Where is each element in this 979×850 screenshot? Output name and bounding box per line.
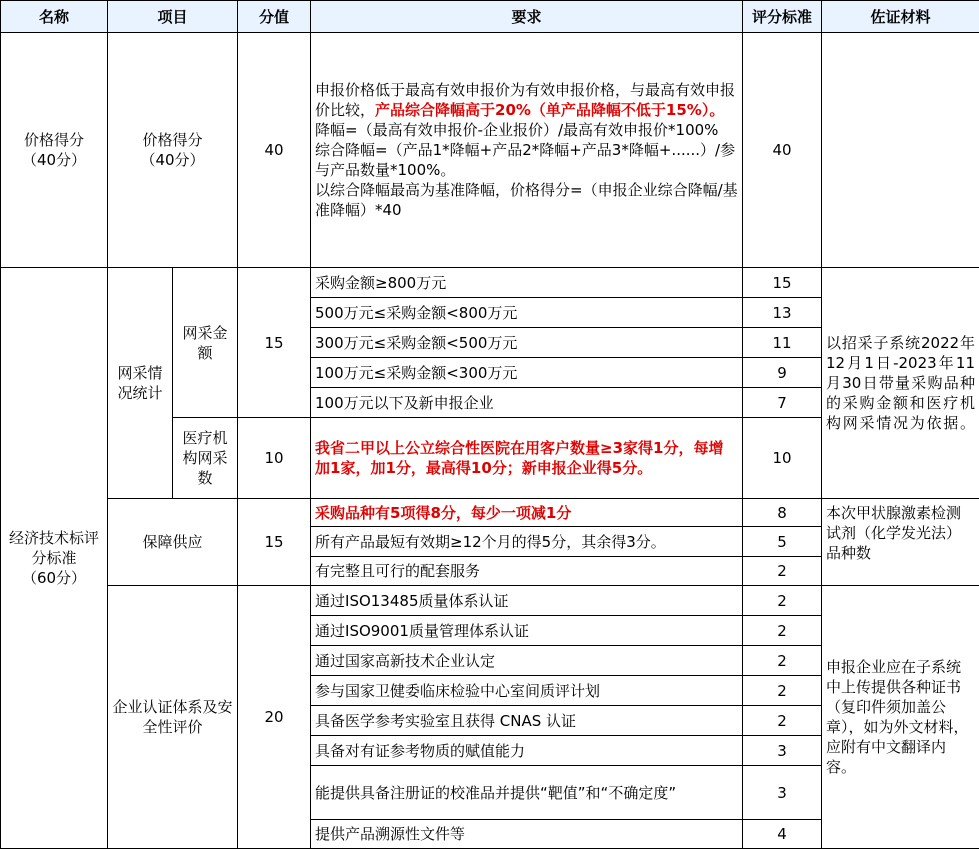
amount-req-1: 500万元≤采购金额<800万元 bbox=[311, 298, 743, 328]
medical-label: 医疗机构网采数 bbox=[173, 418, 238, 499]
price-standard: 40 bbox=[743, 33, 822, 268]
cert-req-6: 能提供具备注册证的校准品并提供“靶值”和“不确定度” bbox=[311, 766, 743, 820]
table-row bbox=[1, 268, 979, 298]
supply-std-2: 2 bbox=[743, 557, 822, 586]
cert-std-0: 2 bbox=[743, 586, 822, 616]
wangcai-amount-score: 15 bbox=[238, 268, 311, 418]
price-score: 40 bbox=[238, 33, 311, 268]
cert-std-4: 2 bbox=[743, 706, 822, 736]
cert-std-3: 2 bbox=[743, 676, 822, 706]
econ-name: 经济技术标评分标准 （60分） bbox=[1, 268, 108, 849]
amount-std-1: 13 bbox=[743, 298, 822, 328]
price-row bbox=[1, 33, 979, 268]
cert-req-2: 通过国家高新技术企业认定 bbox=[311, 646, 743, 676]
supply-std-0: 8 bbox=[743, 499, 822, 527]
cert-score: 20 bbox=[238, 586, 311, 849]
cert-std-2: 2 bbox=[743, 646, 822, 676]
amount-req-3: 100万元≤采购金额<300万元 bbox=[311, 358, 743, 388]
price-req-highlight: 产品综合降幅高于20%（单产品降幅不低于15%）。 bbox=[375, 101, 725, 119]
price-req-line3: 综合降幅=（产品1*降幅+产品2*降幅+产品3*降幅+......）/参与产品数量*100%。 bbox=[315, 141, 736, 179]
cert-req-0: 通过ISO13485质量体系认证 bbox=[311, 586, 743, 616]
price-req-line4: 以综合降幅最高为基准降幅，价格得分=（申报企业综合降幅/基准降幅）*40 bbox=[315, 181, 738, 219]
price-name: 价格得分 （40分） bbox=[1, 33, 108, 268]
table-row bbox=[1, 499, 979, 527]
amount-req-4: 100万元以下及新申报企业 bbox=[311, 388, 743, 418]
price-req-line1: 申报价格低于最高有效申报价为有效申报价格，与最高有效申报价比较， bbox=[315, 81, 736, 119]
header-row bbox=[1, 1, 979, 33]
amount-std-4: 7 bbox=[743, 388, 822, 418]
header-standard: 评分标准 bbox=[743, 1, 822, 33]
header-score: 分值 bbox=[238, 1, 311, 33]
amount-std-2: 11 bbox=[743, 328, 822, 358]
header-item: 项目 bbox=[108, 1, 238, 33]
supply-evidence: 本次甲状腺激素检测试剂（化学发光法）品种数 bbox=[822, 499, 979, 586]
medical-standard: 10 bbox=[743, 418, 822, 499]
cert-req-7: 提供产品溯源性文件等 bbox=[311, 820, 743, 849]
medical-score: 10 bbox=[238, 418, 311, 499]
supply-req-1: 所有产品最短有效期≥12个月的得5分，其余得3分。 bbox=[311, 527, 743, 557]
header-requirement: 要求 bbox=[311, 1, 743, 33]
supply-label: 保障供应 bbox=[108, 499, 238, 586]
cert-label: 企业认证体系及安全性评价 bbox=[108, 586, 238, 849]
supply-score: 15 bbox=[238, 499, 311, 586]
cert-std-1: 2 bbox=[743, 616, 822, 646]
amount-std-3: 9 bbox=[743, 358, 822, 388]
header-evidence: 佐证材料 bbox=[822, 1, 979, 33]
wangcai-amount-label: 网采金额 bbox=[173, 268, 238, 418]
cert-req-1: 通过ISO9001质量管理体系认证 bbox=[311, 616, 743, 646]
cert-req-3: 参与国家卫健委临床检验中心室间质评计划 bbox=[311, 676, 743, 706]
cert-std-5: 3 bbox=[743, 736, 822, 766]
wangcai-label: 网采情况统计 bbox=[108, 268, 173, 499]
cert-std-7: 4 bbox=[743, 820, 822, 849]
wangcai-evidence: 以招采子系统2022年12月1日-2023年11月30日带量采购品种的采购金额和医疗机构网采情况为依据。 bbox=[822, 268, 979, 499]
supply-req-2: 有完整且可行的配套服务 bbox=[311, 557, 743, 586]
price-req-line2: 降幅=（最高有效申报价-企业报价）/最高有效申报价*100% bbox=[315, 121, 719, 139]
price-item: 价格得分 （40分） bbox=[108, 33, 238, 268]
supply-req-0: 采购品种有5项得8分，每少一项减1分 bbox=[311, 499, 743, 527]
amount-req-2: 300万元≤采购金额<500万元 bbox=[311, 328, 743, 358]
cert-req-4: 具备医学参考实验室且获得 CNAS 认证 bbox=[311, 706, 743, 736]
table-row bbox=[1, 586, 979, 616]
cert-evidence: 申报企业应在子系统中上传提供各种证书（复印件须加盖公章），如为外文材料，应附有中文翻译内容。 bbox=[822, 586, 979, 849]
amount-req-0: 采购金额≥800万元 bbox=[311, 268, 743, 298]
cert-req-5: 具备对有证参考物质的赋值能力 bbox=[311, 736, 743, 766]
amount-std-0: 15 bbox=[743, 268, 822, 298]
medical-requirement: 我省二甲以上公立综合性医院在用客户数量≥3家得1分，每增加1家，加1分，最高得10分；新申报企业得5分。 bbox=[311, 418, 743, 499]
cert-std-6: 3 bbox=[743, 766, 822, 820]
supply-std-1: 5 bbox=[743, 527, 822, 557]
price-evidence bbox=[822, 33, 979, 268]
header-name: 名称 bbox=[1, 1, 108, 33]
price-requirement bbox=[311, 33, 743, 268]
